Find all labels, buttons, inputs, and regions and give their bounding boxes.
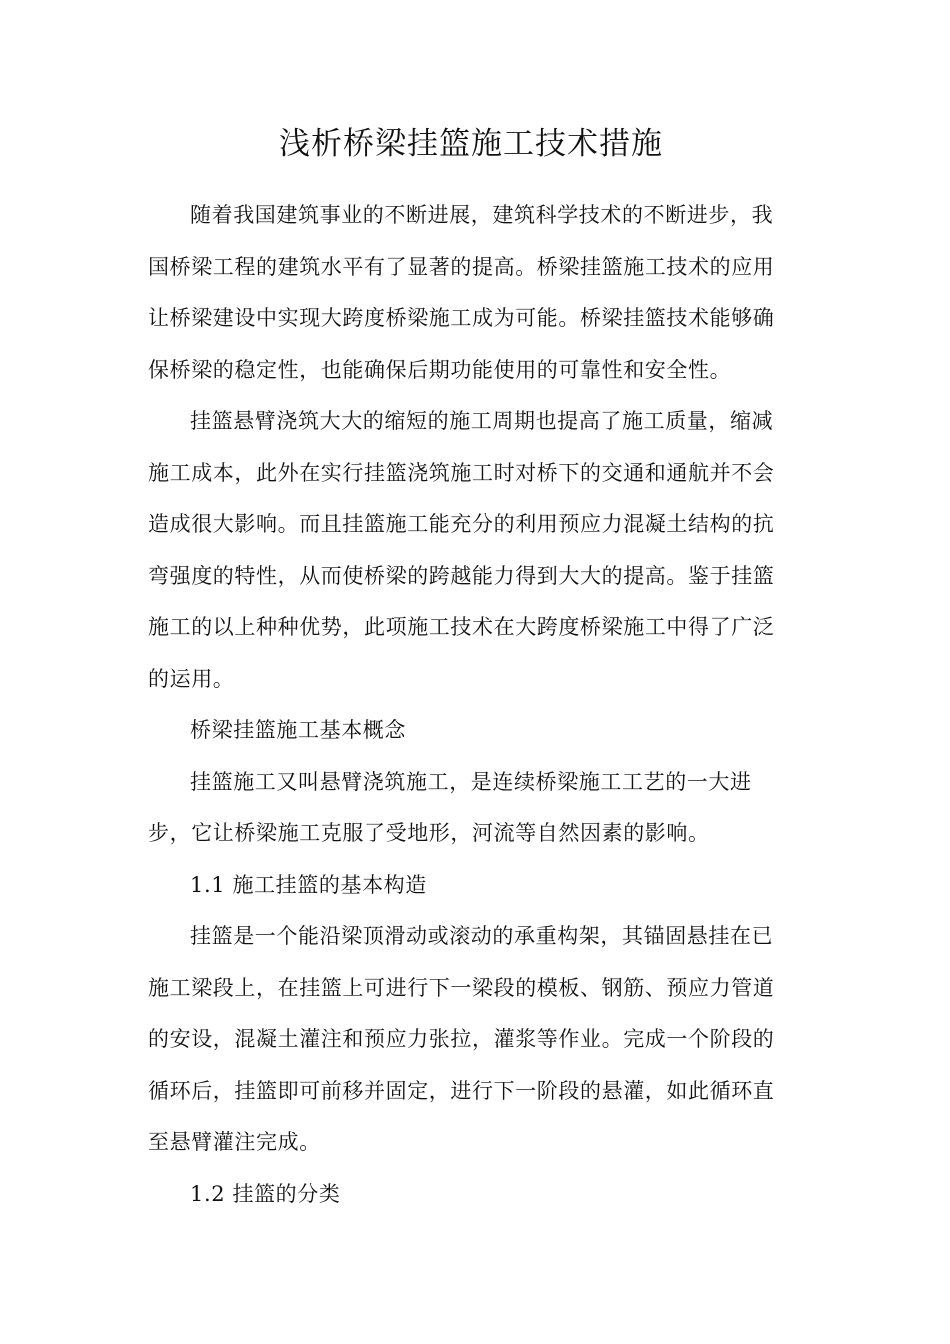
paragraph-line: 施工成本，此外在实行挂篮浇筑施工时对桥下的交通和通航并不会 <box>148 460 775 485</box>
paragraph-line: 的运用。 <box>148 666 235 691</box>
paragraph-line: 挂篮悬臂浇筑大大的缩短的施工周期也提高了施工质量，缩减 <box>190 409 774 433</box>
paragraph-line: 的安设，混凝土灌注和预应力张拉，灌浆等作业。完成一个阶段的 <box>148 1027 775 1051</box>
paragraph-line: 造成很大影响。而且挂篮施工能充分的利用预应力混凝土结构的抗 <box>148 512 775 536</box>
paragraph-line: 施工梁段上，在挂篮上可进行下一梁段的模板、钢筋、预应力管道 <box>148 975 775 1000</box>
paragraph-line: 循环后，挂篮即可前移并固定，进行下一阶段的悬灌，如此循环直 <box>148 1078 775 1103</box>
paragraph-line: 保桥梁的稳定性，也能确保后期功能使用的可靠性和安全性。 <box>148 357 732 382</box>
paragraph-line: 弯强度的特性，从而使桥梁的跨越能力得到大大的提高。鉴于挂篮 <box>148 563 775 588</box>
paragraph-line: 步，它让桥梁施工克服了受地形，河流等自然因素的影响。 <box>148 821 710 845</box>
paragraph-line: 挂篮施工又叫悬臂浇筑施工，是连续桥梁施工工艺的一大进 <box>190 769 752 794</box>
paragraph <box>148 757 798 860</box>
subsection-heading: 1.2 挂篮的分类 <box>190 1181 341 1206</box>
paragraph-line: 让桥梁建设中实现大跨度桥梁施工成为可能。桥梁挂篮技术能够确 <box>148 306 775 330</box>
paragraph <box>148 911 798 1169</box>
subsection-heading: 1.1 施工挂篮的基本构造 <box>190 872 427 897</box>
document-title: 浅析桥梁挂篮施工技术措施 <box>279 126 663 162</box>
paragraph <box>148 396 798 705</box>
paragraph-line: 国桥梁工程的建筑水平有了显著的提高。桥梁挂篮施工技术的应用 <box>148 254 775 279</box>
paragraph <box>148 190 798 396</box>
paragraph-line: 施工的以上种种优势，此项施工技术在大跨度桥梁施工中得了广泛 <box>148 615 775 639</box>
paragraph-line: 至悬臂灌注完成。 <box>148 1130 321 1154</box>
section-heading: 桥梁挂篮施工基本概念 <box>190 718 406 742</box>
paragraph-line: 随着我国建筑事业的不断进展，建筑科学技术的不断进步，我 <box>190 203 774 227</box>
document-body <box>148 190 798 1220</box>
paragraph-line: 挂篮是一个能沿梁顶滑动或滚动的承重构架，其锚固悬挂在已 <box>190 924 774 948</box>
